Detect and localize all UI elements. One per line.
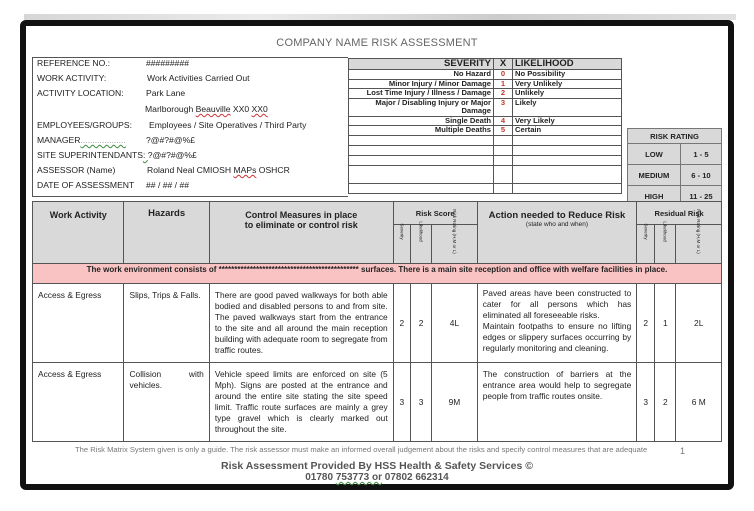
reference-label: REFERENCE NO.: [37, 58, 111, 68]
empty-row [349, 155, 622, 165]
table-row [33, 284, 722, 363]
risk-rating-subheader-text: Risk Rating (H,M or L) [451, 209, 457, 254]
likelihood-cell: 3 [410, 363, 431, 442]
residual-rating-cell: 2L [676, 284, 722, 363]
risk-rating-table [627, 128, 722, 207]
assessor-maps: MAPs [233, 165, 257, 175]
residual-severity-text: Severity [643, 223, 649, 240]
work-activity-cell: Access & Egress [33, 363, 124, 442]
risk-rating-row [628, 144, 722, 165]
action-cell [477, 363, 637, 442]
severity-cell: Multiple Deaths [349, 126, 494, 136]
phone-part-b: 753773 or [335, 472, 382, 483]
assessor-label: ASSESSOR (Name) [37, 165, 116, 175]
manager-label-text: MANAGER [37, 135, 81, 145]
work-activity-value: Work Activities Carried Out [147, 73, 250, 83]
severity-row [349, 126, 622, 136]
score-cell: 1 [494, 79, 513, 89]
risk-range: 11 - 25 [680, 186, 721, 207]
control-measures-header [209, 202, 393, 264]
superintendants-sep: : [143, 150, 148, 160]
severity-likelihood-table [348, 58, 622, 194]
likelihood-cell: No Possibility [513, 70, 622, 80]
residual-severity-subheader [637, 225, 655, 264]
severity-cell: Lost Time Injury / Illness / Damage [349, 89, 494, 99]
assessor-oshcr: OSHCR [256, 165, 290, 175]
severity-subheader [393, 225, 410, 264]
control-measures-cell: There are good paved walkways for both able bodied and disabled persons to and from site. The paved walkways start from the entrance to the site and all around the main reception building with adequate room to segregate from traffic routes. [209, 284, 393, 363]
residual-risk-header: Residual Risk [637, 202, 722, 225]
score-cell: 3 [494, 98, 513, 116]
phone-part-c: 07802 662314 [382, 472, 449, 483]
empty-row [349, 183, 622, 193]
severity-header: SEVERITY [349, 59, 494, 70]
location-town: Marlborough [145, 104, 196, 114]
empty-row [349, 165, 622, 183]
phone-part-a: 01780 [305, 472, 336, 483]
provided-by: Risk Assessment Provided By HSS Health & Safety Services © [221, 460, 533, 472]
severity-cell: 3 [393, 363, 410, 442]
page-number: 1 [680, 446, 686, 456]
action-header-sub: (state who and when) [525, 221, 589, 228]
action-header [477, 202, 637, 264]
manager-value: ?@#?#@%£ [146, 135, 195, 145]
work-activity-header: Work Activity [33, 202, 124, 264]
header-row-1 [33, 202, 722, 225]
assessment-info-block [32, 57, 348, 197]
empty-row [349, 135, 622, 145]
residual-likelihood-text: Likelihood [662, 221, 668, 242]
severity-subheader-text: Severity [399, 223, 405, 240]
table-row [33, 363, 722, 442]
action-text-2: Maintain footpaths to ensure no lifting edges or slippery surfaces occurring by regularly monitoring and cleaning. [482, 321, 632, 353]
severity-row [349, 70, 622, 80]
risk-range: 6 - 10 [680, 165, 721, 186]
location-line2 [145, 104, 268, 114]
residual-likelihood-cell: 2 [655, 363, 676, 442]
score-cell: 4 [494, 116, 513, 126]
environment-banner: The work environment consists of ********************************************* surfaces. There is a main site reception and office with welfare facilities in place. [33, 264, 722, 284]
x-header: X [494, 59, 513, 70]
hazards-header: Hazards [124, 202, 209, 264]
risk-rating-cell: 4L [432, 284, 478, 363]
likelihood-header: LIKELIHOOD [513, 59, 622, 70]
superintendants-label-text: SITE SUPERINTENDANTS [37, 150, 144, 160]
action-text: Paved areas have been constructed to cater for all persons which has eliminated all foreseeable risks. [482, 288, 632, 320]
assessor-value [147, 165, 290, 175]
risk-rating-cell: 9M [432, 363, 478, 442]
severity-cell: 2 [393, 284, 410, 363]
work-activity-label: WORK ACTIVITY: [37, 73, 107, 83]
likelihood-cell: Likely [513, 98, 622, 116]
likelihood-cell: Very Unlikely [513, 79, 622, 89]
risk-level: LOW [628, 144, 681, 165]
contact-phone [0, 472, 754, 483]
likelihood-subheader-text: Likelihood [418, 221, 424, 242]
environment-banner-row [33, 264, 722, 284]
severity-header-row [349, 59, 622, 70]
manager-label [37, 135, 126, 145]
action-text: The construction of barriers at the entrance area would help to segregate people from traffic routes onsite. [482, 369, 632, 401]
residual-likelihood-subheader [655, 221, 676, 264]
score-cell: 5 [494, 126, 513, 136]
empty-row [349, 145, 622, 155]
severity-row [349, 98, 622, 116]
employees-value: Employees / Site Operatives / Third Party [149, 120, 307, 130]
risk-rating-header-row [628, 129, 722, 144]
location-postcode-a: XX0 [230, 104, 252, 114]
severity-row [349, 89, 622, 99]
work-activity-cell: Access & Egress [33, 284, 124, 363]
residual-rating-cell: 6 M [676, 363, 722, 442]
likelihood-subheader [410, 221, 431, 264]
likelihood-cell: Unlikely [513, 89, 622, 99]
page-title: COMPANY NAME RISK ASSESSMENT [276, 37, 478, 49]
risk-level: HIGH [628, 186, 681, 207]
risk-range: 1 - 5 [680, 144, 721, 165]
control-measures-line1: Control Measures in place [245, 210, 358, 220]
residual-rating-text: Risk Rating (H,M or L) [696, 209, 702, 254]
employees-label: EMPLOYEES/GROUPS: [37, 120, 133, 130]
date-label: DATE OF ASSESSMENT [37, 180, 135, 190]
action-header-title: Action needed to Reduce Risk [488, 210, 626, 221]
score-cell: 2 [494, 89, 513, 99]
hazard-cell: Slips, Trips & Falls. [124, 284, 209, 363]
score-cell: 0 [494, 70, 513, 80]
residual-severity-cell: 2 [637, 284, 655, 363]
likelihood-cell: 2 [410, 284, 431, 363]
residual-likelihood-cell: 1 [655, 284, 676, 363]
disclaimer-note: The Risk Matrix System given is only a guide. The risk assessor must make an informed overall judgement about the risks and specify control measures that are adequate [75, 445, 648, 454]
severity-cell: Minor Injury / Minor Damage [349, 79, 494, 89]
risk-level: MEDIUM [628, 165, 681, 186]
location-label: ACTIVITY LOCATION: [37, 88, 124, 98]
hazard-cell: Collision with vehicles. [124, 363, 209, 442]
risk-score-header: Risk Score [393, 202, 477, 225]
likelihood-cell: Certain [513, 126, 622, 136]
risk-rating-row [628, 165, 722, 186]
location-line1: Park Lane [146, 88, 186, 98]
date-value: ## / ## / ## [146, 180, 190, 190]
location-postcode-b: XX0 [251, 104, 268, 114]
likelihood-cell: Very Likely [513, 116, 622, 126]
severity-cell: Single Death [349, 116, 494, 126]
action-cell [477, 284, 637, 363]
assessor-name: Roland Neal CMIOSH [147, 165, 234, 175]
severity-cell: Major / Disabling Injury or Major Damage [349, 98, 494, 116]
risk-rating-title: RISK RATING [628, 129, 722, 144]
control-measures-line2: to eliminate or control risk [244, 220, 358, 230]
severity-cell: No Hazard [349, 70, 494, 80]
residual-severity-cell: 3 [637, 363, 655, 442]
risk-assessment-table [32, 201, 722, 442]
manager-dots: ................... [80, 135, 126, 145]
control-measures-cell: Vehicle speed limits are enforced on site (5 Mph). Signs are posted at the entrance and around the entire site stating the site speed limit. Traffic route surfaces are mainly a grey type gravel which is clearly marked out throughout the site. [209, 363, 393, 442]
superintendants-label [37, 150, 197, 160]
reference-value: ######### [146, 58, 190, 68]
superintendants-value: ?@#?#@%£ [147, 150, 197, 160]
location-area: Beauville [195, 104, 231, 114]
